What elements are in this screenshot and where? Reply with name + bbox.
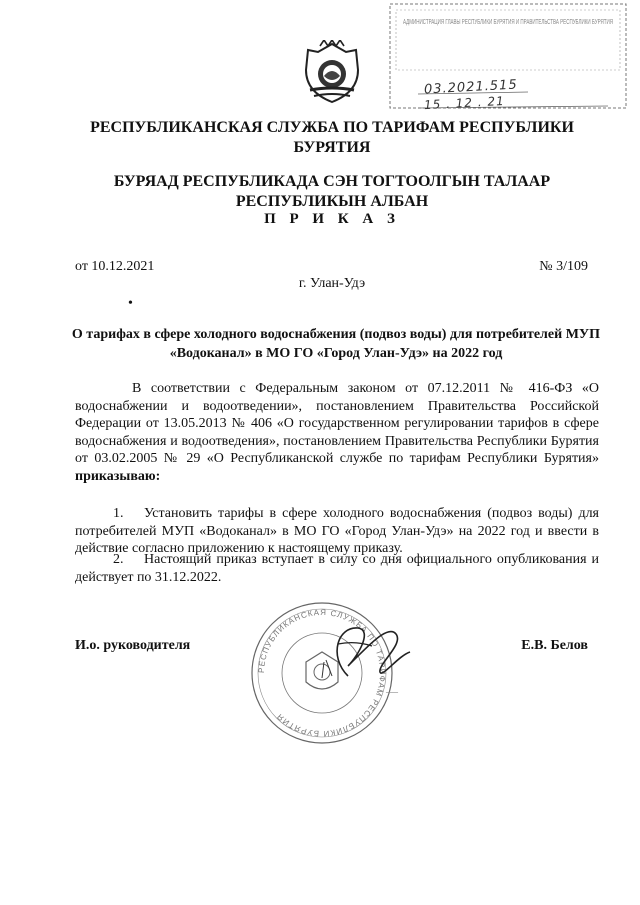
- order-title: О тарифах в сфере холодного водоснабжения (подвоз воды) для потребителей МУП «Водоканал» в МО ГО «Город Улан-Удэ» на 2022 год: [71, 327, 601, 361]
- order-item-1: [75, 505, 599, 558]
- signer-title: И.о. руководителя: [75, 638, 191, 653]
- seal-text: РЕСПУБЛИКАНСКАЯ СЛУЖБА ПО ТАРИФАМ РЕСПУБЛИКИ БУРЯТИЯ: [256, 607, 388, 739]
- order-date: от 10.12.2021: [75, 259, 155, 274]
- stray-mark: •: [128, 296, 133, 311]
- order-item-text: Настоящий приказ вступает в силу со дня официального опубликования и действует по 31.12.2022.: [75, 552, 599, 585]
- document-type: П Р И К А З: [264, 211, 400, 227]
- order-number: № 3/109: [539, 259, 588, 274]
- order-city: г. Улан-Удэ: [298, 276, 366, 291]
- order-item-2: [75, 551, 599, 586]
- preamble-paragraph: [75, 380, 599, 486]
- stray-dash: —: [386, 684, 398, 698]
- registration-date: 15 . 12 . 21: [423, 93, 506, 113]
- registration-number: 03.2021.515: [423, 77, 519, 98]
- preamble-emphasis: приказываю:: [75, 468, 161, 484]
- organization-name-buryat: БУРЯАД РЕСПУБЛИКАДА СЭН ТОГТООЛГЫН ТАЛААР РЕСПУБЛИКЫН АЛБАН: [113, 173, 551, 210]
- organization-name-russian: РЕСПУБЛИКАНСКАЯ СЛУЖБА ПО ТАРИФАМ РЕСПУБЛИКИ БУРЯТИЯ: [90, 119, 574, 156]
- signer-name: Е.В. Белов: [521, 638, 588, 653]
- order-item-text: Установить тарифы в сфере холодного водоснабжения (подвоз воды) для потребителей МУП «Водоканал» в МО ГО «Город Улан-Удэ» на 2022 год и ввести в действие согласно приложению к настоящему приказу.: [75, 506, 599, 557]
- preamble-text: В соответствии с Федеральным законом от 07.12.2011 № 416-ФЗ «О водоснабжении и водоотведении», постановлением Правительства Российской Федерации от 13.05.2013 № 406 «О государственном регулировании тарифов в сфере водоснабжения и водоотведения», постановлением Правительства Республики Бурятия от 03.02.2005 № 29 «О Республиканской службе по тарифам Республики Бурятия»: [75, 381, 599, 467]
- registration-stamp-header: АДМИНИСТРАЦИЯ ГЛАВЫ РЕСПУБЛИКИ БУРЯТИЯ И ПРАВИТЕЛЬСТВА РЕСПУБЛИКИ БУРЯТИЯ: [403, 17, 613, 26]
- order-item-number: 2.: [113, 552, 124, 567]
- order-item-number: 1.: [113, 506, 124, 521]
- coat-of-arms-emblem: [302, 40, 362, 106]
- handwritten-signature: [318, 616, 428, 686]
